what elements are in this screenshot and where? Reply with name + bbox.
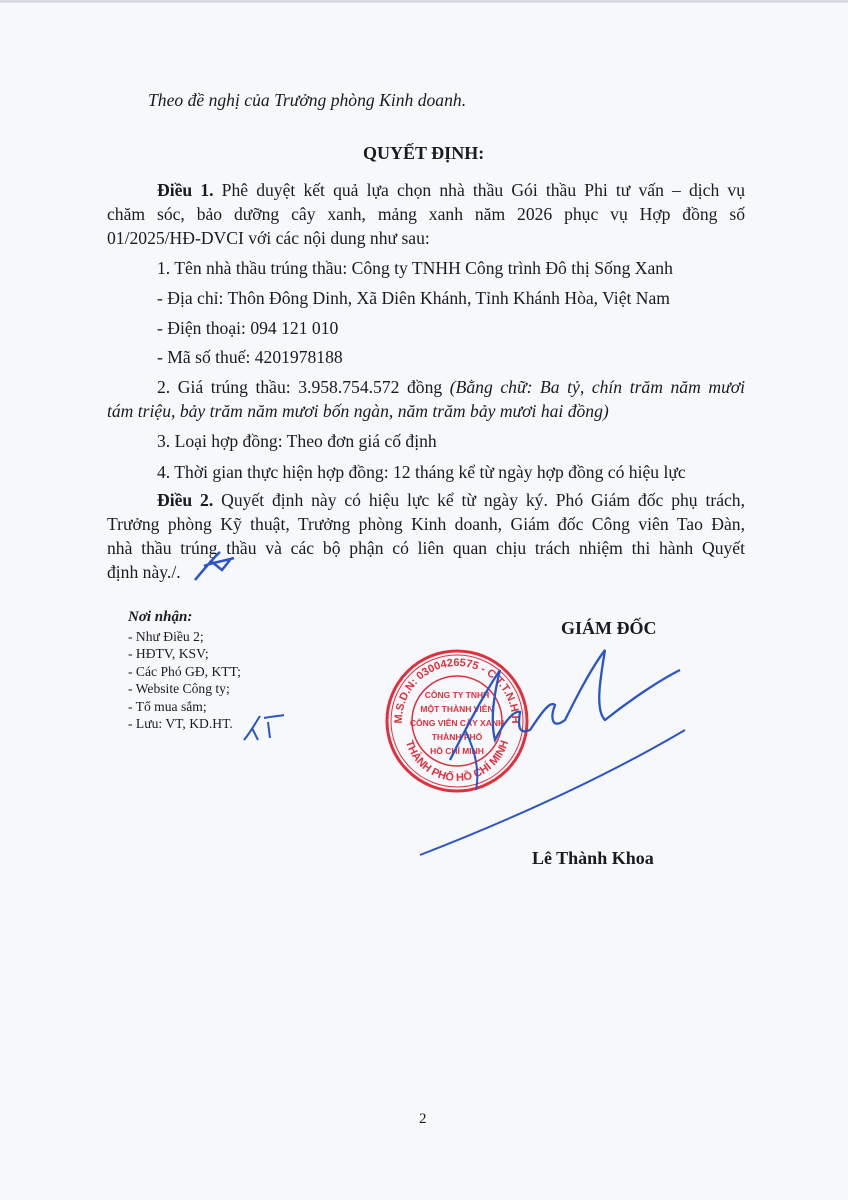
recipient-item: - HĐTV, KSV; (128, 646, 209, 661)
svg-text:THÀNH PHỐ: THÀNH PHỐ (431, 732, 483, 742)
svg-text:MỘT THÀNH VIÊN: MỘT THÀNH VIÊN (420, 704, 494, 714)
recipient-item: - Tổ mua sắm; (128, 699, 207, 714)
winning-price: 2. Giá trúng thầu: 3.958.754.572 đồng (Bằng chữ: Ba tỷ, chín trăm năm mươi (157, 377, 745, 397)
svg-text:CÔNG TY TNHH: CÔNG TY TNHH (424, 690, 490, 700)
price-in-words: (Bằng chữ: Ba tỷ, chín trăm năm mươi (449, 377, 745, 397)
svg-text:HỒ CHÍ MINH: HỒ CHÍ MINH (430, 746, 484, 756)
recipient-item: - Website Công ty; (128, 681, 230, 696)
director-signature (390, 600, 690, 870)
signer-position: GIÁM ĐỐC (561, 618, 657, 638)
recipient-item: - Như Điều 2; (128, 629, 204, 644)
initials-mark-1 (190, 548, 240, 584)
article2-line-4: định này./. (107, 562, 181, 582)
article2-line-3: nhà thầu trúng thầu và các bộ phận có liên quan chịu trách nhiệm thi hành Quyết (107, 538, 745, 558)
recipient-item: - Các Phó GĐ, KTT; (128, 664, 241, 679)
article1-line-3: 01/2025/HĐ-DVCI với các nội dung như sau: (107, 228, 430, 248)
price-in-words-cont: tám triệu, bảy trăm năm mươi bốn ngàn, năm trăm bảy mươi hai đồng) (107, 401, 609, 421)
article2-line-1: Điều 2. Quyết định này có hiệu lực kể từ ngày ký. Phó Giám đốc phụ trách, (157, 490, 746, 510)
article2-label: Điều 2. (157, 490, 214, 510)
contractor-address: - Địa chỉ: Thôn Đông Dinh, Xã Diên Khánh, Tỉnh Khánh Hòa, Việt Nam (157, 288, 670, 308)
contract-duration: 4. Thời gian thực hiện hợp đồng: 12 tháng kể từ ngày hợp đồng có hiệu lực (157, 462, 686, 482)
initials-mark-2 (240, 712, 285, 744)
contract-type: 3. Loại hợp đồng: Theo đơn giá cố định (157, 431, 437, 451)
contractor-phone: - Điện thoại: 094 121 010 (157, 318, 339, 338)
contractor-tax-code: - Mã số thuế: 4201978188 (157, 347, 343, 367)
recipients-title: Nơi nhận: (128, 609, 193, 625)
article1-line-2: chăm sóc, bảo dưỡng cây xanh, mảng xanh năm 2026 phục vụ Hợp đồng số (107, 204, 745, 224)
article1-label: Điều 1. (157, 180, 214, 200)
svg-text:CÔNG VIÊN CÂY XANH: CÔNG VIÊN CÂY XANH (409, 718, 505, 728)
article2-line-2: Trưởng phòng Kỹ thuật, Trưởng phòng Kinh doanh, Giám đốc Công viên Tao Đàn, (107, 514, 745, 534)
article1-line-1: Điều 1. Phê duyệt kết quả lựa chọn nhà thầu Gói thầu Phi tư vấn – dịch vụ (157, 180, 745, 200)
contractor-name: 1. Tên nhà thầu trúng thầu: Công ty TNHH Công trình Đô thị Sống Xanh (157, 258, 673, 278)
intro-text: Theo đề nghị của Trưởng phòng Kinh doanh. (148, 90, 467, 110)
svg-text:M.S.D.N: 0300426575 - C.T.T.N.: M.S.D.N: 0300426575 - C.T.T.N.H.H (392, 656, 522, 724)
decision-heading: QUYẾT ĐỊNH: (363, 143, 485, 163)
recipient-item: - Lưu: VT, KD.HT. (128, 716, 233, 731)
signer-name: Lê Thành Khoa (532, 848, 654, 868)
page-number: 2 (419, 1111, 427, 1127)
svg-text:THÀNH PHỐ HỒ CHÍ MINH: THÀNH PHỐ HỒ CHÍ MINH (402, 738, 512, 785)
scan-edge (0, 0, 848, 3)
